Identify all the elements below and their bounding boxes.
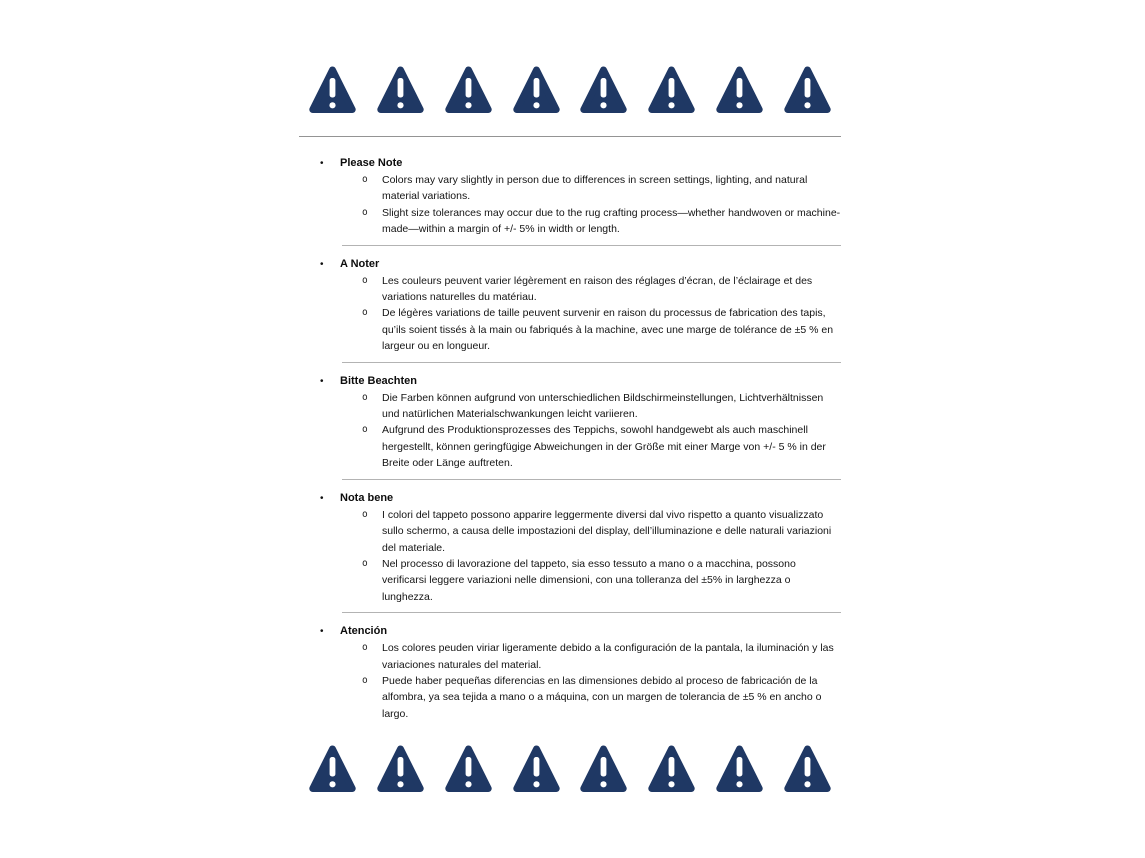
warning-triangle-icon	[784, 742, 831, 794]
section-heading-row	[299, 374, 841, 390]
section-heading: Atención	[340, 625, 388, 638]
note-text: Les couleurs peuvent varier légèrement en raison des réglages d’écran, de l’éclairage et des variations naturelles du matériau.	[382, 274, 813, 304]
section-heading-row	[299, 257, 841, 273]
warning-triangle-row-top	[309, 63, 831, 115]
warning-triangle-icon	[648, 742, 695, 794]
warning-triangle-row-bottom	[309, 742, 831, 794]
section-divider	[342, 612, 841, 613]
section-heading: Bitte Beachten	[340, 374, 418, 387]
warning-triangle-icon	[309, 742, 356, 794]
list-item	[299, 172, 841, 205]
circle-bullet-icon: o	[362, 674, 368, 686]
circle-bullet-icon: o	[362, 174, 368, 185]
list-item	[299, 273, 841, 306]
list-item	[299, 422, 841, 471]
section-heading: Nota bene	[340, 491, 394, 504]
warning-triangle-icon	[580, 742, 627, 794]
warning-triangle-icon	[580, 63, 627, 115]
warning-triangle-icon	[445, 742, 492, 794]
note-text: Los colores peuden viriar ligeramente debido a la configuración de la pantala, la iluminación y las variaciones naturales del material.	[382, 642, 834, 671]
circle-bullet-icon: o	[362, 557, 368, 569]
circle-bullet-icon: o	[362, 424, 368, 436]
note-text: De légères variations de taille peuvent survenir en raison du processus de fabrication des tapis, qu’ils soient tissés à la main ou fabriqués à la machine, avec une marge de tolérance de ±5 % en largeur ou en longueur.	[382, 307, 834, 353]
warning-triangle-icon	[648, 63, 695, 115]
list-item	[299, 390, 841, 423]
section-divider	[342, 245, 841, 246]
bullet-icon: •	[320, 626, 324, 638]
circle-bullet-icon: o	[362, 508, 368, 520]
bullet-icon: •	[320, 492, 324, 504]
section-a-noter	[299, 257, 841, 363]
note-text: Slight size tolerances may occur due to the rug crafting process—whether handwoven or machine-made—within a margin of +/- 5% in width or length.	[382, 206, 841, 236]
warning-triangle-icon	[309, 63, 356, 115]
section-heading: A Noter	[340, 257, 380, 270]
section-atencion	[299, 624, 841, 722]
warning-triangle-icon	[784, 63, 831, 115]
list-item	[299, 205, 841, 238]
circle-bullet-icon: o	[362, 307, 368, 319]
section-heading-row	[299, 624, 841, 640]
note-text: Nel processo di lavorazione del tappeto, sia esso tessuto a mano o a macchina, possono verificarsi leggere variazioni nelle dimensioni, con una tolleranza del ±5% in larghezza o lunghezza.	[382, 557, 796, 603]
note-text: Die Farben können aufgrund von unterschiedlichen Bildschirmeinstellungen, Lichtverhältnissen und natürlichen Materialschwankungen leicht variieren.	[382, 391, 824, 421]
circle-bullet-icon: o	[362, 274, 368, 286]
warning-triangle-icon	[445, 63, 492, 115]
bullet-icon: •	[320, 158, 324, 169]
bullet-icon: •	[320, 375, 324, 387]
circle-bullet-icon: o	[362, 391, 368, 403]
top-divider	[299, 136, 841, 137]
warning-triangle-icon	[377, 63, 424, 115]
note-text: I colori del tappeto possono apparire leggermente diversi dal vivo rispetto a quanto visualizzato sullo schermo, a causa delle impostazioni del display, dell’illuminazione e delle naturali variazioni del materiale.	[382, 508, 832, 554]
circle-bullet-icon: o	[362, 206, 368, 218]
document-content	[299, 0, 841, 794]
note-text: Colors may vary slightly in person due to differences in screen settings, lighting, and natural material variations.	[382, 174, 808, 203]
list-item	[299, 556, 841, 605]
note-text: Aufgrund des Produktionsprozesses des Teppichs, sowohl handgewebt als auch maschinell hergestellt, können geringfügige Abweichungen in der Größe mit einer Marge von +/- 5 % in der Breite oder Länge auftreten.	[382, 424, 826, 470]
section-please-note	[299, 156, 841, 246]
warning-triangle-icon	[716, 742, 763, 794]
list-item	[299, 305, 841, 354]
list-item	[299, 640, 841, 673]
circle-bullet-icon: o	[362, 642, 368, 654]
list-item	[299, 507, 841, 556]
warning-triangle-icon	[513, 742, 560, 794]
note-text: Puede haber pequeñas diferencias en las dimensiones debido al proceso de fabricación de la alfombra, ya sea tejida a mano o a máquina, con un margen de tolerancia de ±5 % en ancho o largo.	[382, 674, 822, 720]
list-item	[299, 673, 841, 722]
bullet-icon: •	[320, 258, 324, 270]
warning-triangle-icon	[513, 63, 560, 115]
warning-triangle-icon	[377, 742, 424, 794]
section-divider	[342, 479, 841, 480]
warning-triangle-icon	[716, 63, 763, 115]
section-heading-row	[299, 156, 841, 172]
section-bitte-beachten	[299, 374, 841, 480]
section-nota-bene	[299, 491, 841, 613]
section-divider	[342, 362, 841, 363]
section-heading: Please Note	[340, 157, 403, 169]
section-heading-row	[299, 491, 841, 507]
